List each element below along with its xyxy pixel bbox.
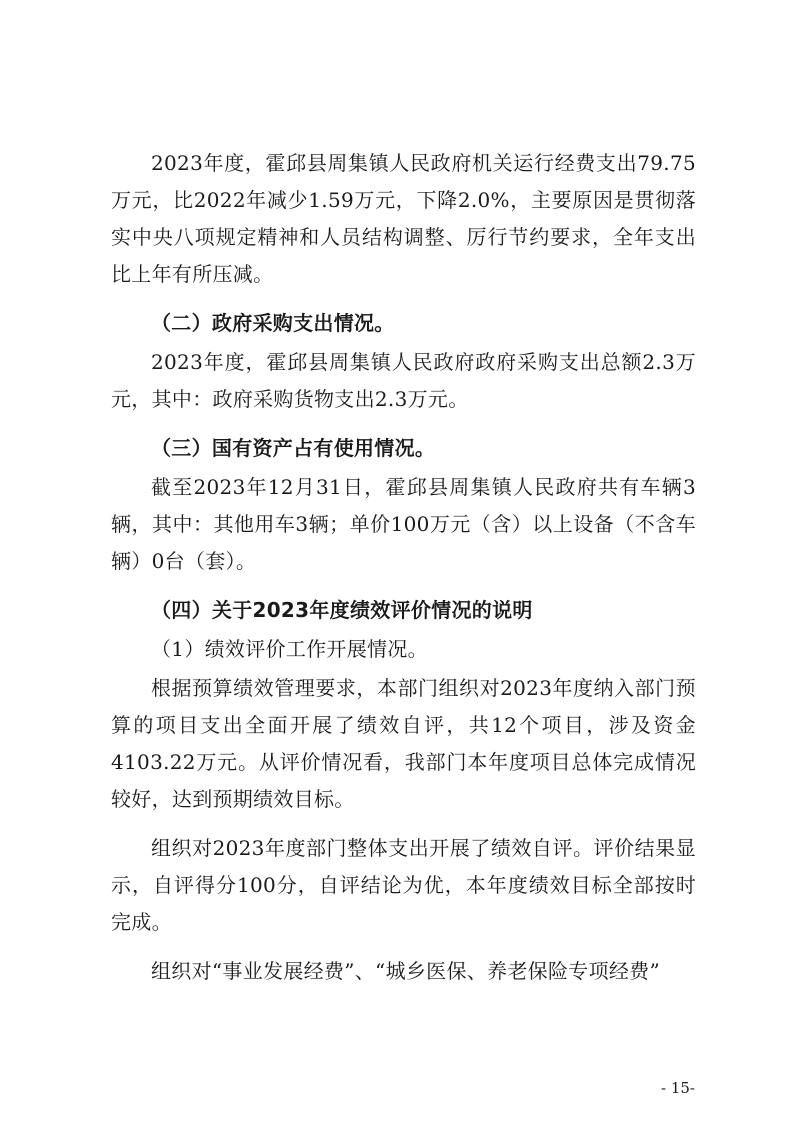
page-number: - 15- <box>661 1079 695 1097</box>
paragraph-operating-expenses: 2023年度，霍邱县周集镇人民政府机关运行经费支出79.75万元，比2022年减少1.59万元，下降2.0%，主要原因是贯彻落实中央八项规定精神和人员结构调整、厉行节约要求，全年支出比上年有所压减。 <box>111 151 696 286</box>
paragraph-procurement: 2023年度，霍邱县周集镇人民政府政府采购支出总额2.3万元，其中：政府采购货物支出2.3万元。 <box>111 350 696 411</box>
paragraph-overall-evaluation: 组织对2023年度部门整体支出开展了绩效自评。评价结果显示，自评得分100分，自评结论为优，本年度绩效目标全部按时完成。 <box>111 836 696 934</box>
heading-performance-evaluation: （四）关于2023年度绩效评价情况的说明 <box>151 598 533 622</box>
paragraph-assets: 截至2023年12月31日，霍邱县周集镇人民政府共有车辆3辆，其中：其他用车3辆；单价100万元（含）以上设备（不含车辆）0台（套）。 <box>111 475 696 573</box>
subheading-evaluation-work: （1）绩效评价工作开展情况。 <box>151 637 428 661</box>
paragraph-project-evaluation: 根据预算绩效管理要求，本部门组织对2023年度纳入部门预算的项目支出全面开展了绩效自评，共12个项目，涉及资金4103.22万元。从评价情况看，我部门本年度项目总体完成情况较好，达到预期绩效目标。 <box>111 676 696 811</box>
paragraph-special-funds: 组织对“事业发展经费”、“城乡医保、养老保险专项经费” <box>151 959 660 983</box>
document-body <box>111 145 696 990</box>
heading-state-assets: （三）国有资产占有使用情况。 <box>151 436 436 460</box>
heading-government-procurement: （二）政府采购支出情况。 <box>151 311 395 335</box>
